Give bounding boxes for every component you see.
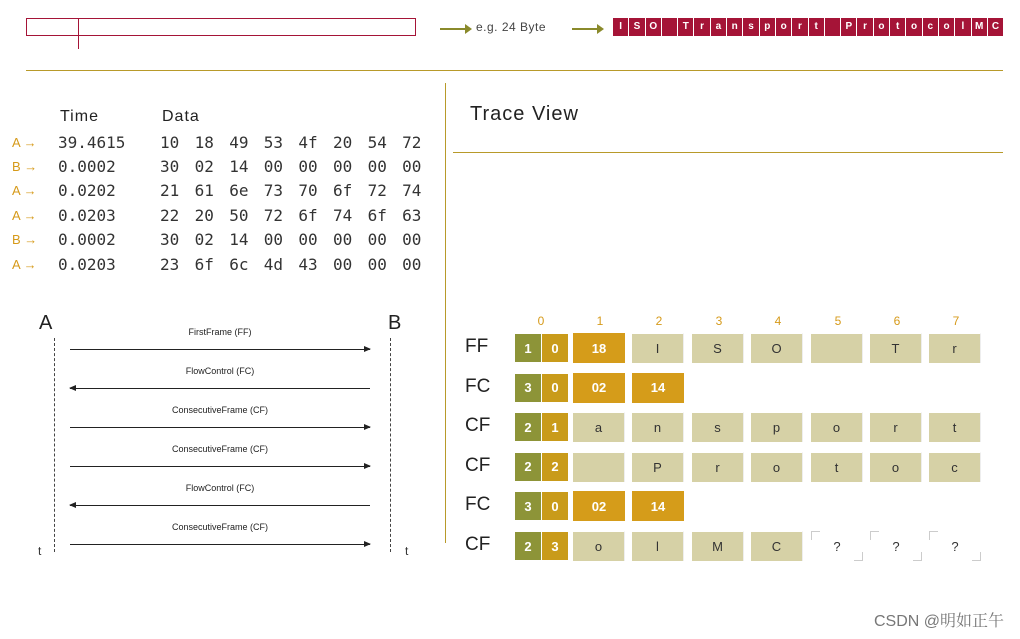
node-a-label: A xyxy=(39,312,53,334)
protocol-char: n xyxy=(727,18,743,36)
frame-type-label: FC xyxy=(465,494,491,516)
pci-nibble: 3 xyxy=(542,532,568,560)
protocol-char: T xyxy=(678,18,694,36)
message-line xyxy=(70,388,370,389)
data-byte: 53 xyxy=(263,132,284,152)
data-byte: 23 xyxy=(160,254,180,274)
data-bytes xyxy=(160,255,437,274)
pci-nibble: 0 xyxy=(542,334,568,362)
message-label: FlowControl (FC) xyxy=(185,366,255,376)
frame-byte-cell: ? xyxy=(870,531,922,561)
trace-row xyxy=(12,253,437,275)
message-arrow xyxy=(70,327,370,351)
frame-byte-cell: T xyxy=(870,333,922,363)
byte-index: 3 xyxy=(715,314,723,328)
frame-byte-cell: ? xyxy=(929,531,981,561)
data-byte: 14 xyxy=(229,230,249,250)
data-byte: 74 xyxy=(332,205,353,225)
byte-cell xyxy=(27,19,79,49)
data-byte: 63 xyxy=(402,205,422,225)
frame-byte-cell: o xyxy=(811,412,863,442)
message-arrow xyxy=(70,405,370,429)
time-header: Time xyxy=(60,108,99,125)
data-byte: 00 xyxy=(367,156,387,176)
data-bytes xyxy=(160,133,437,152)
frame-byte-cell: 18 xyxy=(573,333,625,363)
frame-byte-cell: o xyxy=(573,531,625,561)
protocol-char: C xyxy=(991,21,1000,32)
frame-byte-cell: 14 xyxy=(632,373,684,403)
message-line xyxy=(70,427,370,428)
data-bytes xyxy=(160,157,437,176)
protocol-char: o xyxy=(874,18,890,36)
trace-row xyxy=(12,204,437,226)
data-byte: 6f xyxy=(367,205,387,225)
data-byte: 6f xyxy=(194,254,214,274)
byte-index: 6 xyxy=(893,314,901,328)
message-line xyxy=(70,544,370,545)
frame-byte-cell: n xyxy=(632,412,684,442)
frame-byte-cell: o xyxy=(870,452,922,482)
top-divider xyxy=(26,70,1003,71)
frame-type-label: FC xyxy=(465,375,491,397)
data-byte: 49 xyxy=(229,132,249,152)
data-header: Data xyxy=(162,108,200,125)
trace-row xyxy=(12,229,437,251)
frame-byte-cell: t xyxy=(811,452,863,482)
data-byte: 20 xyxy=(332,132,353,152)
message-line xyxy=(70,505,370,506)
trace-row xyxy=(12,155,437,177)
byte-index: 5 xyxy=(834,314,842,328)
protocol-char: r xyxy=(694,18,710,36)
frame-type-label: CF xyxy=(465,415,491,437)
data-byte: 00 xyxy=(263,230,284,250)
frame-byte-cell: t xyxy=(929,412,981,442)
data-byte: 00 xyxy=(263,156,284,176)
data-byte: 00 xyxy=(367,254,387,274)
frame-byte-cell: s xyxy=(692,412,744,442)
message-label: ConsecutiveFrame (CF) xyxy=(171,522,269,532)
byte-index: 4 xyxy=(774,314,782,328)
pci-nibble: 2 xyxy=(515,453,541,481)
data-byte: 4f xyxy=(298,132,318,152)
protocol-char xyxy=(825,18,841,36)
data-byte: 74 xyxy=(402,181,422,201)
frame-byte-cell: O xyxy=(751,333,803,363)
message-label: ConsecutiveFrame (CF) xyxy=(171,444,269,454)
trace-row xyxy=(12,131,437,153)
data-byte: 50 xyxy=(229,205,249,225)
data-byte: 21 xyxy=(160,181,180,201)
data-byte: 6e xyxy=(229,181,249,201)
protocol-char: r xyxy=(792,18,808,36)
data-byte: 02 xyxy=(194,156,214,176)
data-byte: 00 xyxy=(298,156,318,176)
data-byte: 00 xyxy=(298,230,318,250)
direction-marker: B → xyxy=(12,158,38,174)
protocol-char: t xyxy=(809,18,825,36)
data-byte: 73 xyxy=(263,181,284,201)
protocol-char: I xyxy=(613,18,629,36)
pci-nibble: 0 xyxy=(542,374,568,402)
frame-byte-cell xyxy=(573,452,625,482)
message-arrow xyxy=(70,444,370,468)
pci-nibble: 0 xyxy=(542,492,568,520)
message-arrow xyxy=(70,366,370,390)
frame-byte-cell: 14 xyxy=(632,491,684,521)
pci-nibble: 3 xyxy=(515,374,541,402)
frame-byte-cell: 02 xyxy=(573,491,625,521)
frame-byte-cell: r xyxy=(929,333,981,363)
node-b-label: B xyxy=(388,312,402,334)
data-byte: 10 xyxy=(160,132,180,152)
byte-index: 2 xyxy=(655,314,663,328)
message-arrow xyxy=(70,522,370,546)
data-byte: 00 xyxy=(402,254,422,274)
data-byte: 30 xyxy=(160,156,180,176)
pci-nibble: 2 xyxy=(542,453,568,481)
frame-byte-cell: r xyxy=(870,412,922,442)
frame-byte-cell: I xyxy=(632,333,684,363)
frame-byte-cell: p xyxy=(751,412,803,442)
data-bytes xyxy=(160,230,437,249)
frame-byte-cell: M xyxy=(692,531,744,561)
frame-byte-cell: o xyxy=(751,452,803,482)
pci-nibble: 1 xyxy=(515,334,541,362)
protocol-char: s xyxy=(743,18,759,36)
direction-marker: A → xyxy=(12,183,37,199)
message-line xyxy=(70,349,370,350)
protocol-char: o xyxy=(776,18,792,36)
pci-nibble: 3 xyxy=(515,492,541,520)
example-size-label: e.g. 24 Byte xyxy=(476,20,547,34)
data-byte: 00 xyxy=(402,156,422,176)
protocol-char: O xyxy=(646,18,662,36)
timestamp: 39.4615 xyxy=(58,132,126,152)
frame-byte-cell: c xyxy=(929,452,981,482)
data-byte: 02 xyxy=(194,230,214,250)
data-byte: 00 xyxy=(332,156,353,176)
message-arrow xyxy=(70,483,370,507)
direction-marker: B → xyxy=(12,232,38,248)
data-byte: 18 xyxy=(194,132,214,152)
watermark: CSDN @明如正午 xyxy=(873,613,1004,630)
protocol-char: o xyxy=(939,18,955,36)
byte-strip xyxy=(26,18,416,36)
data-byte: 22 xyxy=(160,205,180,225)
frame-byte-cell: S xyxy=(692,333,744,363)
frame-byte-cell: C xyxy=(751,531,803,561)
frame-byte-cell xyxy=(811,333,863,363)
protocol-char: M xyxy=(972,18,988,36)
data-byte: 20 xyxy=(194,205,214,225)
protocol-char: S xyxy=(629,18,645,36)
timestamp: 0.0202 xyxy=(58,181,116,201)
frame-type-label: CF xyxy=(465,454,491,476)
protocol-char: l xyxy=(955,18,971,36)
center-divider xyxy=(445,83,446,543)
frame-byte-cell: l xyxy=(632,531,684,561)
lifeline-a xyxy=(54,338,55,552)
data-bytes xyxy=(160,181,437,200)
frame-byte-cell: 02 xyxy=(573,373,625,403)
trace-row xyxy=(12,180,437,202)
byte-index: 1 xyxy=(596,314,604,328)
frame-byte-cell: ? xyxy=(811,531,863,561)
data-byte: 6f xyxy=(298,205,318,225)
data-byte: 70 xyxy=(298,181,318,201)
data-byte: 00 xyxy=(332,230,353,250)
direction-marker: A → xyxy=(12,207,37,223)
pci-nibble: 2 xyxy=(515,532,541,560)
timestamp: 0.0002 xyxy=(58,230,116,250)
message-label: FlowControl (FC) xyxy=(185,483,255,493)
data-byte: 00 xyxy=(402,230,422,250)
data-byte: 30 xyxy=(160,230,180,250)
data-byte: 72 xyxy=(367,181,387,201)
direction-marker: A → xyxy=(12,134,37,150)
protocol-char: t xyxy=(890,18,906,36)
time-axis-label-a: t xyxy=(38,544,42,558)
frame-byte-cell: P xyxy=(632,452,684,482)
message-label: ConsecutiveFrame (CF) xyxy=(171,405,269,415)
data-byte: 43 xyxy=(298,254,318,274)
data-byte: 00 xyxy=(367,230,387,250)
arrow-to-protocol xyxy=(572,28,598,30)
trace-view-divider xyxy=(453,152,1003,153)
timestamp: 0.0002 xyxy=(58,156,116,176)
trace-view-title: Trace View xyxy=(470,103,579,125)
protocol-char: a xyxy=(711,18,727,36)
data-byte: 4d xyxy=(263,254,284,274)
protocol-char: c xyxy=(923,18,939,36)
frame-type-label: CF xyxy=(465,534,491,555)
time-axis-label-b: t xyxy=(405,544,409,558)
byte-index: 0 xyxy=(537,314,545,328)
message-line xyxy=(70,466,370,467)
protocol-char xyxy=(662,18,678,36)
data-byte: 6c xyxy=(229,254,249,274)
data-byte: 54 xyxy=(367,132,387,152)
arrow-to-label xyxy=(440,28,466,30)
timestamp: 0.0203 xyxy=(58,254,116,274)
frame-type-label: FF xyxy=(465,336,489,357)
pci-nibble: 2 xyxy=(515,413,541,441)
pci-nibble: 1 xyxy=(542,413,568,441)
frame-byte-cell: r xyxy=(692,452,744,482)
data-byte: 00 xyxy=(332,254,353,274)
timestamp: 0.0203 xyxy=(58,205,116,225)
direction-marker: A → xyxy=(12,256,37,272)
data-bytes xyxy=(160,206,437,225)
data-byte: 14 xyxy=(229,156,249,176)
message-label: FirstFrame (FF) xyxy=(188,327,252,337)
data-byte: 61 xyxy=(194,181,214,201)
data-byte: 6f xyxy=(332,181,353,201)
byte-index: 7 xyxy=(952,314,960,328)
frame-byte-cell: a xyxy=(573,412,625,442)
protocol-char: r xyxy=(857,18,873,36)
data-byte: 72 xyxy=(402,132,422,152)
protocol-char: p xyxy=(760,18,776,36)
iso-transport-protocol-bar xyxy=(613,18,1003,36)
protocol-char: o xyxy=(906,18,922,36)
lifeline-b xyxy=(390,338,391,552)
data-byte: 72 xyxy=(263,205,284,225)
protocol-char: P xyxy=(841,18,857,36)
